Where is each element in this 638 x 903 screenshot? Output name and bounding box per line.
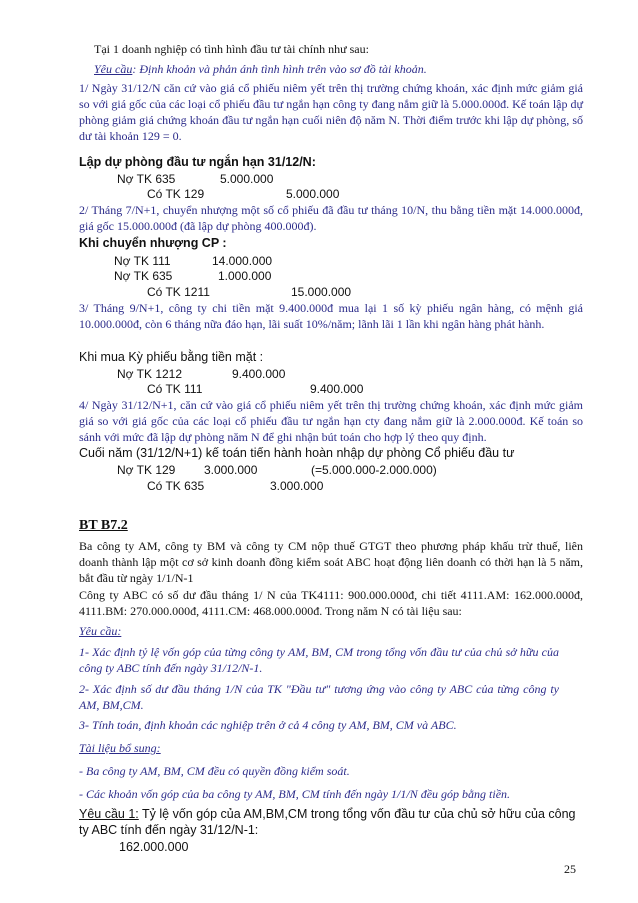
entry-4-credit-account: Có TK 635 — [147, 479, 205, 493]
requirement-3: 3- Tính toán, định khoản các nghiệp trên ở cả 4 công ty AM, BM, CM và ABC. — [79, 718, 457, 732]
entry-1-credit-account: Có TK 129 — [147, 187, 205, 201]
page-number: 25 — [564, 862, 576, 876]
entry-2-debit-1-amount: 14.000.000 — [212, 254, 273, 268]
heading-2: Khi chuyển nhượng CP : — [79, 236, 227, 250]
requirement-label: Yêu cầu — [94, 62, 133, 76]
entry-1-debit-amount: 5.000.000 — [220, 172, 274, 186]
supplementary-1: - Ba công ty AM, BM, CM đều có quyền đồng kiểm soát. — [79, 764, 350, 778]
answer-1-text — [79, 806, 583, 838]
entry-4-debit-account: Nợ TK 129 — [117, 463, 176, 477]
requirement-1: 1- Xác định tỷ lệ vốn góp của từng công ty AM, BM, CM trong tổng vốn đầu tư của chủ sở hữu của công ty ABC tính đến ngày 31/12/N-1. — [79, 645, 559, 675]
entry-4-formula: (=5.000.000-2.000.000) — [311, 463, 437, 477]
requirement-2: 2- Xác định số dư đầu tháng 1/N của TK "Đầu tư" tương ứng vào công ty ABC của từng công ty AM, BM,CM. — [79, 682, 559, 712]
item-2-text: 2/ Tháng 7/N+1, chuyển nhượng một số cổ phiếu đã đầu tư tháng 10/N, thu bằng tiền mặt 14.000.000đ, giá gốc 15.000.000đ (đã lập dự phòng 400.000đ). — [79, 203, 583, 233]
requirement-line — [94, 62, 427, 77]
entry-2-credit-account: Có TK 1211 — [147, 285, 210, 299]
entry-3-debit-account: Nợ TK 1212 — [117, 367, 183, 381]
section-title: BT B7.2 — [79, 518, 128, 533]
entry-4-debit-amount: 3.000.000 — [204, 463, 258, 477]
answer-1-label: Yêu cầu 1: — [79, 807, 139, 821]
supplementary-label: Tài liệu bổ sung: — [79, 741, 161, 755]
intro-text: Tại 1 doanh nghiệp có tình hình đầu tư tài chính như sau: — [94, 42, 369, 56]
item-4-text: 4/ Ngày 31/12/N+1, căn cứ vào giá cổ phiếu niêm yết trên thị trường chứng khoán, xác định mức giảm giá so với giá gốc của các loại cổ phiếu đầu tư ngắn hạn cty đang nắm giữ là 2.000.000đ. Kế toán so sánh với mức đã lập dự phòng năm N để ghi nhận bút toán cho hợp lý theo quy định. — [79, 398, 583, 444]
entry-3-credit-amount: 9.400.000 — [310, 382, 364, 396]
entry-1-debit-account: Nợ TK 635 — [117, 172, 176, 186]
entry-2-debit-2-amount: 1.000.000 — [218, 269, 272, 283]
requirements-label: Yêu cầu: — [79, 624, 122, 638]
item-1-text: 1/ Ngày 31/12/N căn cứ vào giá cổ phiếu niêm yết trên thị trường chứng khoán, xác định mức giảm giá so với giá gốc của các loại cổ phiếu đầu tư ngắn hạn công ty đang nắm giữ là 5.000.000đ. Kế toán lập dự phòng giảm giá chứng khoán đầu tư ngắn hạn cuối niên độ năm N. Thời điểm trước khi lập dự phòng, số dư tài khoản 129 = 0. — [79, 81, 583, 143]
entry-4-credit-amount: 3.000.000 — [270, 479, 324, 493]
item-3-text: 3/ Tháng 9/N+1, công ty chi tiền mặt 9.400.000đ mua lại 1 số kỳ phiếu ngân hàng, có mệnh giá 10.000.000đ, còn 6 tháng nữa đáo hạn, lãi suất 10%/năm; lãnh lãi 1 lần khi ngân hàng phát hành. — [79, 301, 583, 331]
paragraph-2: Công ty ABC có số dư đầu tháng 1/ N của TK4111: 900.000.000đ, chi tiết 4111.AM: 162.000.000đ, 4111.BM: 270.000.000đ, 4111.CM: 468.000.000đ. Trong năm N có tài liệu sau: — [79, 588, 583, 618]
heading-4: Cuối năm (31/12/N+1) kế toán tiến hành hoàn nhập dự phòng Cổ phiếu đầu tư — [79, 446, 515, 460]
heading-3: Khi mua Kỳ phiếu bằng tiền mặt : — [79, 350, 264, 364]
answer-1-value: 162.000.000 — [119, 840, 189, 854]
entry-2-credit-amount: 15.000.000 — [291, 285, 352, 299]
answer-1-description: Tỷ lệ vốn góp của AM,BM,CM trong tổng vốn đầu tư của chủ sở hữu của công ty ABC tính đến ngày 31/12/N-1: — [79, 807, 576, 837]
entry-2-debit-2-account: Nợ TK 635 — [114, 269, 173, 283]
entry-1-credit-amount: 5.000.000 — [286, 187, 340, 201]
paragraph-1: Ba công ty AM, công ty BM và công ty CM nộp thuế GTGT theo phương pháp khấu trừ thuế, liên doanh thành lập một cơ sở kinh doanh đồng kiểm soát ABC hoạt động liên doanh có thời hạn là 5 năm, bắt đầu từ ngày 1/1/N-1 — [79, 539, 583, 585]
requirement-text: : Định khoản và phản ánh tình hình trên vào sơ đồ tài khoản. — [132, 62, 427, 76]
entry-3-debit-amount: 9.400.000 — [232, 367, 286, 381]
entry-2-debit-1-account: Nợ TK 111 — [114, 254, 171, 268]
heading-1: Lập dự phòng đầu tư ngắn hạn 31/12/N: — [79, 155, 316, 169]
entry-3-credit-account: Có TK 111 — [147, 382, 203, 396]
supplementary-2: - Các khoản vốn góp của ba công ty AM, BM, CM tính đến ngày 1/1/N đều góp bằng tiền. — [79, 787, 511, 801]
